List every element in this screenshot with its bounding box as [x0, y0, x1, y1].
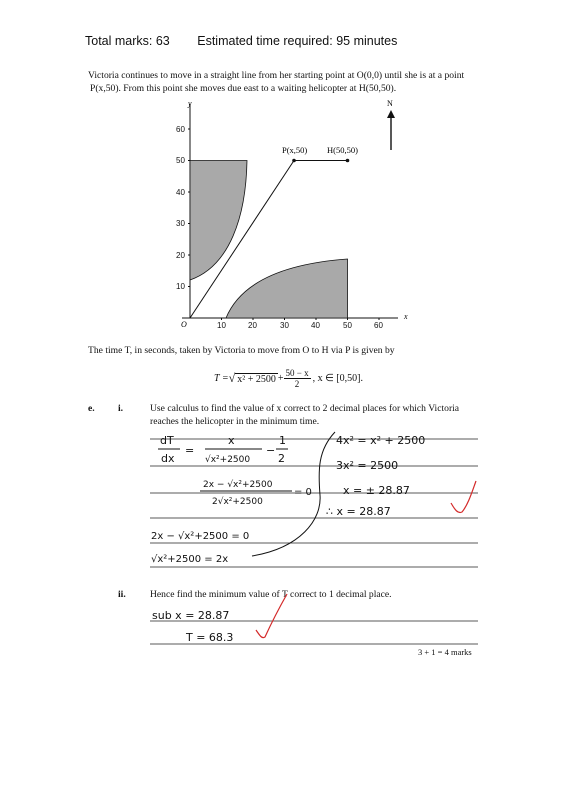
sqrt-sign: √: [228, 371, 236, 385]
x-ticks: [217, 318, 383, 330]
hw-t-result: T = 68.3: [186, 631, 234, 644]
x-tick-label: 20: [248, 321, 257, 330]
hw-comb-num: 2x − √x²+2500: [203, 480, 273, 490]
x-axis-label: x: [404, 312, 408, 321]
total-marks: Total marks: 63: [85, 34, 170, 48]
point-h-label: H(50,50): [327, 145, 358, 155]
hw-r4: ∴ x = 28.87: [326, 505, 391, 518]
y-tick-label: 50: [176, 156, 185, 165]
connecting-arrow-curve: [252, 432, 335, 556]
hw-x-num: x: [228, 434, 235, 447]
page-header: [85, 34, 397, 48]
x-tick-label: 40: [311, 321, 320, 330]
hw-comb-den: 2√x²+2500: [212, 497, 263, 507]
y-ticks: [176, 125, 190, 291]
hw-half-num: 1: [279, 434, 286, 447]
y-tick-label: 20: [176, 251, 185, 260]
fraction-denominator: 2: [294, 379, 300, 389]
fraction-numerator: 50 − x: [285, 368, 309, 378]
hw-sub: sub x = 28.87: [152, 609, 230, 622]
intro-line-1: Victoria continues to move in a straight line from her starting point at O(0,0) until she is at a point: [88, 70, 465, 81]
origin-label: O: [181, 320, 187, 329]
time-description: The time T, in seconds, taken by Victoria to move from O to H via P is given by: [88, 345, 395, 356]
time-formula: [214, 368, 363, 389]
part-ii-text: Hence find the minimum value of T correct to 1 decimal place.: [150, 589, 392, 600]
upper-left-shaded-region: [190, 161, 247, 281]
estimated-time: Estimated time required: 95 minutes: [197, 34, 398, 48]
part-i-label: i.: [118, 403, 124, 414]
lower-right-shaded-region: [226, 259, 348, 318]
hw-l1: 2x − √x²+2500 = 0: [151, 531, 250, 542]
handwritten-working-ii: [152, 609, 233, 644]
handwritten-working: [151, 434, 425, 565]
point-p-marker: [292, 159, 296, 163]
part-i-line-1: Use calculus to find the value of x correct to 2 decimal places for which Victoria: [150, 403, 460, 414]
x-tick-label: 50: [343, 321, 352, 330]
correct-tick-part-i: [451, 481, 476, 513]
x-tick-label: 30: [280, 321, 289, 330]
hw-l2: √x²+2500 = 2x: [151, 554, 229, 565]
formula-lhs: T =: [214, 373, 229, 384]
hw-r1: 4x² = x² + 2500: [336, 434, 426, 447]
answer-lines-ii: [150, 621, 478, 644]
hw-eq-zero-1: = 0: [294, 487, 312, 498]
x-tick-label: 10: [217, 321, 226, 330]
marks-summary: 3 + 1 = 4 marks: [418, 647, 472, 657]
intro-paragraph: [88, 69, 488, 95]
formula-domain: , x ∈ [0,50].: [312, 373, 363, 384]
hw-r3: x = ± 28.87: [343, 484, 410, 497]
x-tick-label: 60: [374, 321, 383, 330]
answer-lines: [150, 439, 478, 567]
part-ii-label: ii.: [118, 589, 126, 600]
hw-sqrt-den: √x²+2500: [205, 455, 251, 465]
intro-line-2: P(x,50). From this point she moves due east to a waiting helicopter at H(50,50).: [90, 83, 397, 94]
hw-equals-1: =: [185, 444, 195, 457]
hw-r2: 3x² = 2500: [336, 459, 399, 472]
y-tick-label: 40: [176, 188, 185, 197]
hw-dx: dx: [161, 452, 175, 465]
y-tick-label: 30: [176, 219, 185, 228]
route-graph: [160, 96, 420, 336]
y-axis-label: y: [188, 99, 192, 108]
hw-dT: dT: [160, 434, 174, 447]
north-arrow-head: [387, 110, 395, 118]
y-tick-label: 10: [176, 282, 185, 291]
question-e-label: e.: [88, 403, 95, 414]
point-h-marker: [346, 159, 350, 163]
point-p-label: P(x,50): [282, 145, 308, 155]
north-label: N: [387, 99, 393, 108]
y-tick-label: 60: [176, 125, 185, 134]
formula-sqrt: x² + 2500: [237, 373, 276, 385]
part-i-line-2: reaches the helicopter in the minimum time.: [150, 415, 320, 427]
hw-half-den: 2: [278, 452, 285, 465]
hw-minus: −: [266, 444, 276, 457]
formula-plus: +: [277, 373, 284, 384]
formula-fraction: [284, 368, 311, 389]
part-i-text: [150, 403, 480, 428]
